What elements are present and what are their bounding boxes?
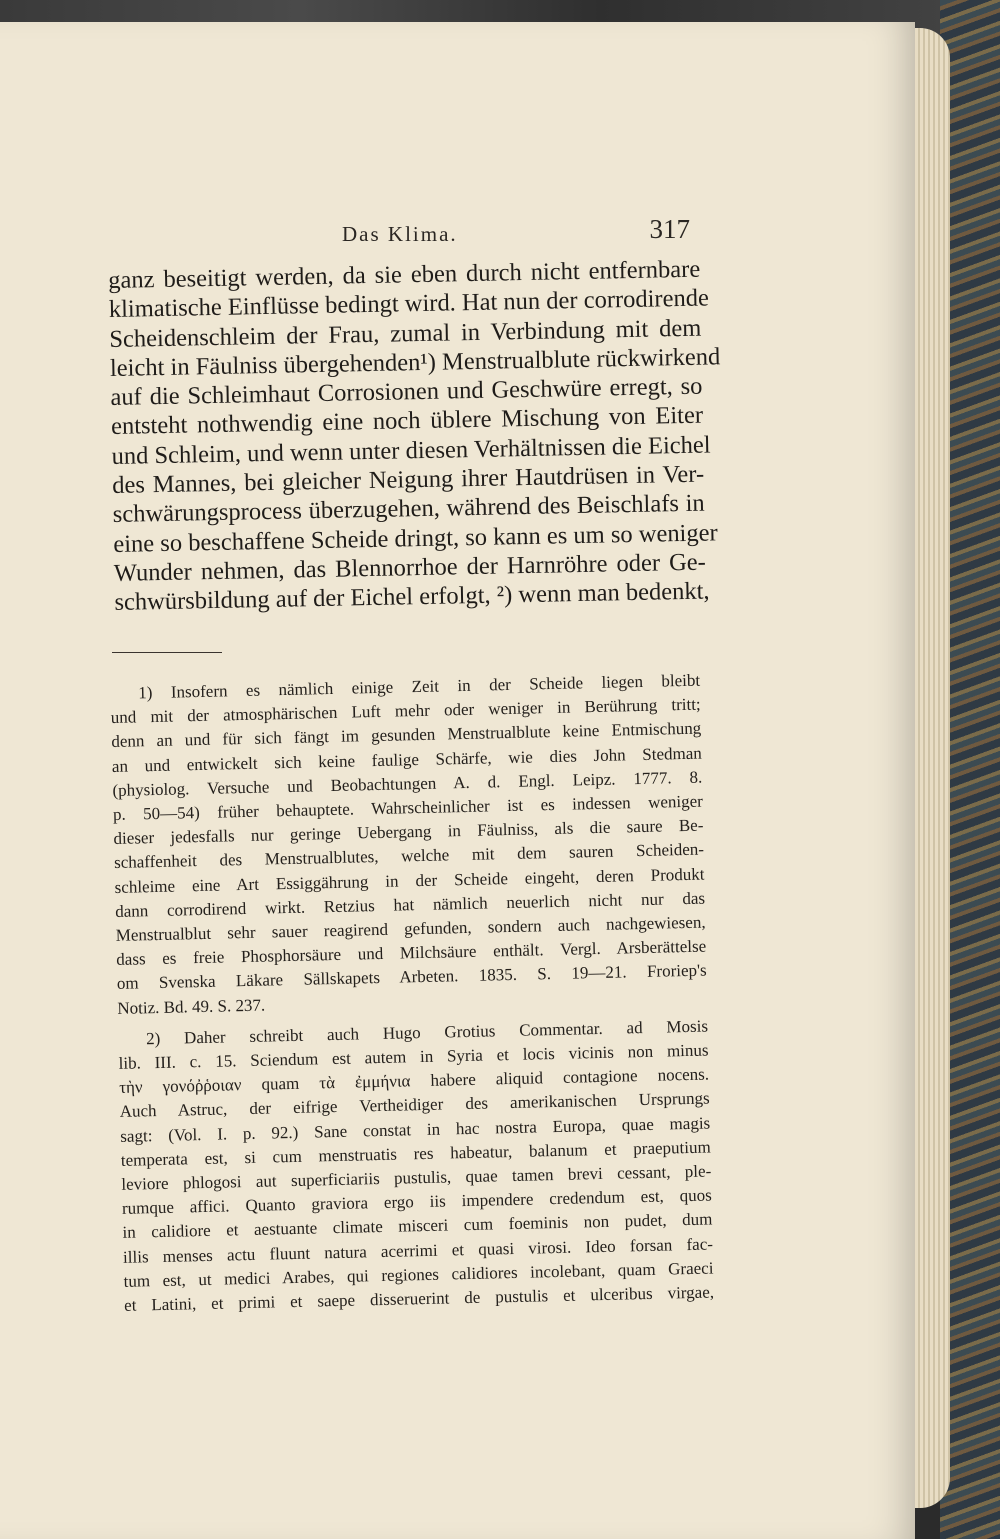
main-text: [108, 255, 721, 618]
footnote-line: 2) Daher schreibt auch Hugo Grotius Commentar. ad Mosis: [145, 1016, 709, 1049]
footnote-line: an und entwickelt sich keine faulige Schärfe, wie dies John Stedman: [111, 743, 702, 776]
footnote-line: rumque affici. Quanto graviora ergo iis impendere credendum est, quos: [121, 1185, 713, 1219]
text-line: auf die Schleimhaut Corrosionen und Geschwüre erregt, so: [110, 372, 703, 412]
text-line: schwärungsprocess überzugehen, während des Beischlafs in: [112, 489, 705, 529]
footnotes: [110, 669, 714, 1326]
footnote-line: sagt: (Vol. I. p. 92.) Sane constat in hac nostra Europa, quae magis: [120, 1113, 711, 1146]
footnote-line: in calidiore et aestuante climate misceri cum foeminis non pudet, dum: [122, 1209, 713, 1243]
footnote-line: (physiolog. Versuche und Beobachtungen A. d. Engl. Leipz. 1777. 8.: [112, 767, 703, 800]
footnote-divider: [112, 652, 222, 653]
text-line: Wunder nehmen, das Blennorrhoe der Harnröhre oder Ge-: [113, 548, 707, 587]
running-head: Das Klima.: [342, 222, 458, 246]
footnote-line: Menstrualblut sehr sauer reagirend gefunden, sondern auch nachgewiesen,: [115, 912, 706, 945]
book-page: [0, 22, 915, 1539]
page-header: [110, 214, 690, 254]
footnote-line: denn an und für sich fängt im gesunden Menstrualblute keine Entmischung: [111, 719, 702, 752]
text-line: schwürsbildung auf der Eichel erfolgt, ²) wenn man bedenkt,: [114, 577, 710, 617]
text-line: Scheidenschleim der Frau, zumal in Verbindung mit dem: [109, 314, 702, 353]
text-line: und Schleim, und wenn unter diesen Verhältnissen die Eichel: [111, 431, 711, 470]
footnote-line: τὴν γονόῤῥοιαν quam τὰ ἐμμήνια habere aliquid contagione nocens.: [118, 1064, 710, 1098]
footnote-line: leviore phlogosi aut superficiariis pustulis, quae tamen brevi cessant, ple-: [121, 1161, 712, 1194]
footnote-1: [110, 669, 708, 1021]
footnote-line: et Latini, et primi et saepe disseruerint de pustulis et ulceribus virgae,: [123, 1282, 715, 1315]
footnote-line: Auch Astruc, der eifrige Vertheidiger des amerikanischen Ursprungs: [119, 1088, 710, 1122]
footnote-line: temperata est, si cum menstruatis res habeatur, balanum et praeputium: [120, 1137, 711, 1170]
footnote-line: schleime eine Art Essiggährung in der Scheide eingeht, deren Produkt: [114, 864, 705, 897]
footnote-line: 1) Insofern es nämlich einige Zeit in der Scheide liegen bleibt: [138, 670, 701, 703]
text-line: leicht in Fäulniss übergehenden¹) Menstrualblute rückwirkend: [109, 343, 721, 382]
footnote-line: p. 50—54) früher behauptete. Wahrscheinlicher ist es indessen weniger: [112, 791, 704, 824]
text-line: klimatische Einflüsse bedingt wird. Hat nun der corrodirende: [108, 284, 710, 324]
footnote-line: om Svenska Läkare Sällskapets Arbeten. 1835. S. 19—21. Froriep's: [116, 960, 707, 994]
footnote-line: schaffenheit des Menstrualblutes, welche mit dem sauren Scheiden-: [113, 839, 705, 873]
text-line: eine so beschaffene Scheide dringt, so kann es um so weniger: [113, 519, 718, 558]
text-line: ganz beseitigt werden, da sie eben durch nicht entfernbare: [108, 255, 701, 294]
footnote-line: illis menses actu fluunt natura acerrimi et quasi virosi. Ideo forsan fac-: [122, 1234, 714, 1267]
footnote-line: lib. III. c. 15. Sciendum est autem in Syria et locis vicinis non minus: [118, 1040, 709, 1073]
footnote-line: und mit der atmosphärischen Luft mehr oder weniger in Berührung tritt;: [110, 694, 701, 728]
footnote-line: Notiz. Bd. 49. S. 237.: [117, 995, 266, 1018]
footnote-line: dann corrodirend wirkt. Retzius hat nämlich neuerlich nicht nur das: [114, 888, 706, 921]
footnote-line: dieser jedesfalls nur geringe Uebergang in Fäulniss, als die saure Be-: [113, 815, 704, 849]
text-line: entsteht nothwendig eine noch üblere Mischung von Eiter: [110, 402, 704, 441]
footnote-line: dass es freie Phosphorsäure und Milchsäure enthält. Vergl. Arsberättelse: [116, 936, 707, 970]
page-number: 317: [649, 214, 690, 244]
footnote-2: [118, 1014, 714, 1318]
text-line: des Mannes, bei gleicher Neigung ihrer Hautdrüsen in Ver-: [111, 460, 705, 500]
footnote-line: tum est, ut medici Arabes, qui regiones calidiores incolebant, quam Graeci: [123, 1258, 714, 1291]
